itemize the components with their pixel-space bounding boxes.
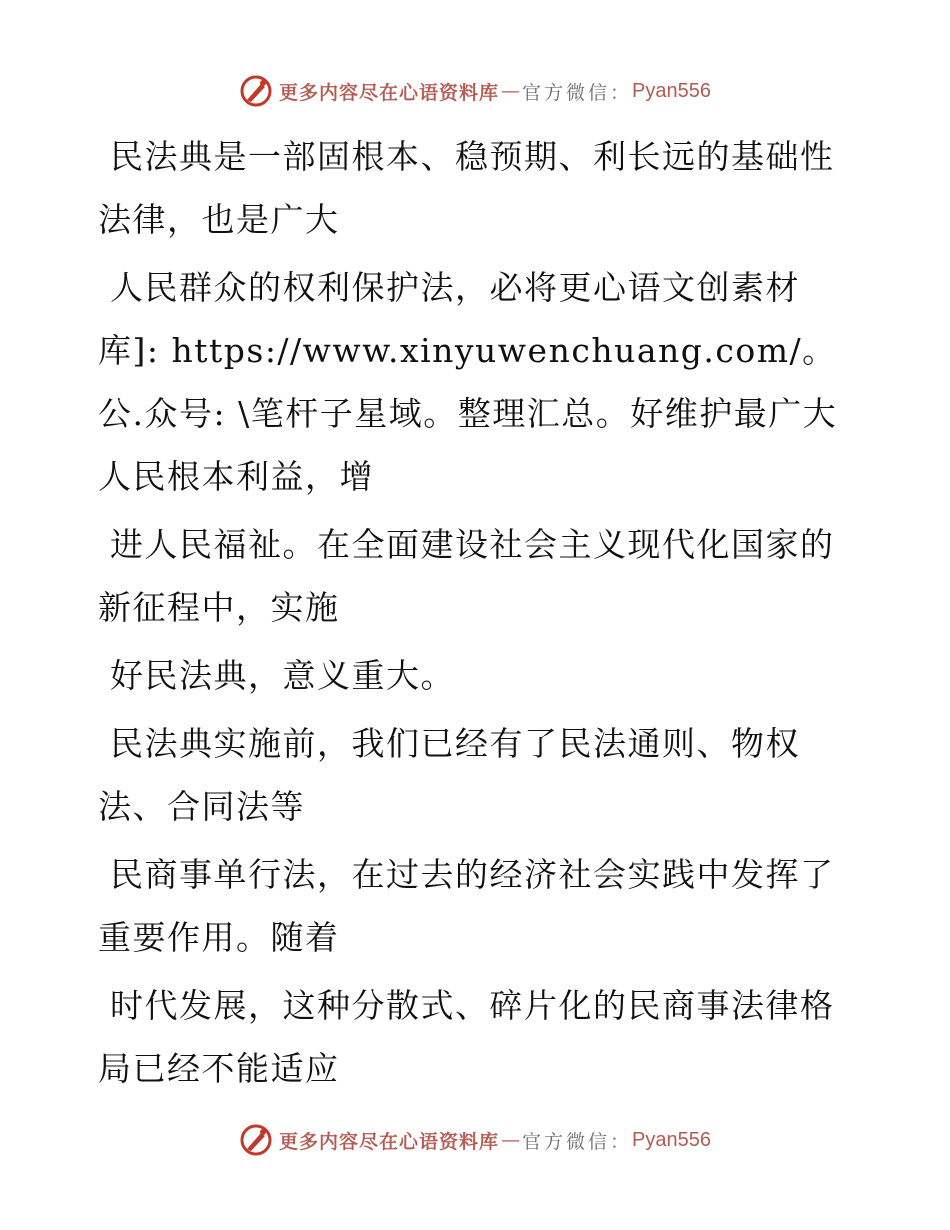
paragraph-5: 民法典实施前，我们已经有了民法通则、物权法、合同法等 [98, 724, 800, 826]
paragraph-3: 进人民福祉。在全面建设社会主义现代化国家的新征程中，实施 [98, 525, 835, 627]
pen-circle-logo-icon [239, 74, 273, 108]
footer-wechat-id: Pyan556 [632, 1128, 711, 1151]
document-body [98, 125, 838, 1105]
footer-main-text: 更多内容尽在心语资料库 [279, 1130, 500, 1153]
footer-dash: — [501, 1129, 521, 1151]
pen-circle-logo-icon [239, 1123, 273, 1157]
footer-label: 官方微信： [522, 1130, 633, 1153]
header-wechat-id: Pyan556 [632, 79, 711, 102]
footer-banner [0, 1120, 950, 1160]
paragraph-2: 人民群众的权利保护法，必将更心语文创素材库]: https://www.xinyuwenchuang.com/。公.众号: \笔杆子星域。整理汇总。好维护最广大人民根本利益，增 [98, 268, 838, 496]
paragraph-7: 时代发展，这种分散式、碎片化的民商事法律格局已经不能适应 [98, 986, 835, 1088]
header-main-text: 更多内容尽在心语资料库 [279, 81, 500, 104]
paragraph-1: 民法典是一部固根本、稳预期、利长远的基础性法律，也是广大 [98, 137, 835, 239]
paragraph-4: 好民法典，意义重大。 [110, 656, 455, 695]
paragraph-6: 民商事单行法，在过去的经济社会实践中发挥了重要作用。随着 [98, 855, 835, 957]
header-label: 官方微信： [522, 81, 633, 104]
header-dash: — [501, 80, 521, 102]
header-banner [0, 71, 950, 111]
